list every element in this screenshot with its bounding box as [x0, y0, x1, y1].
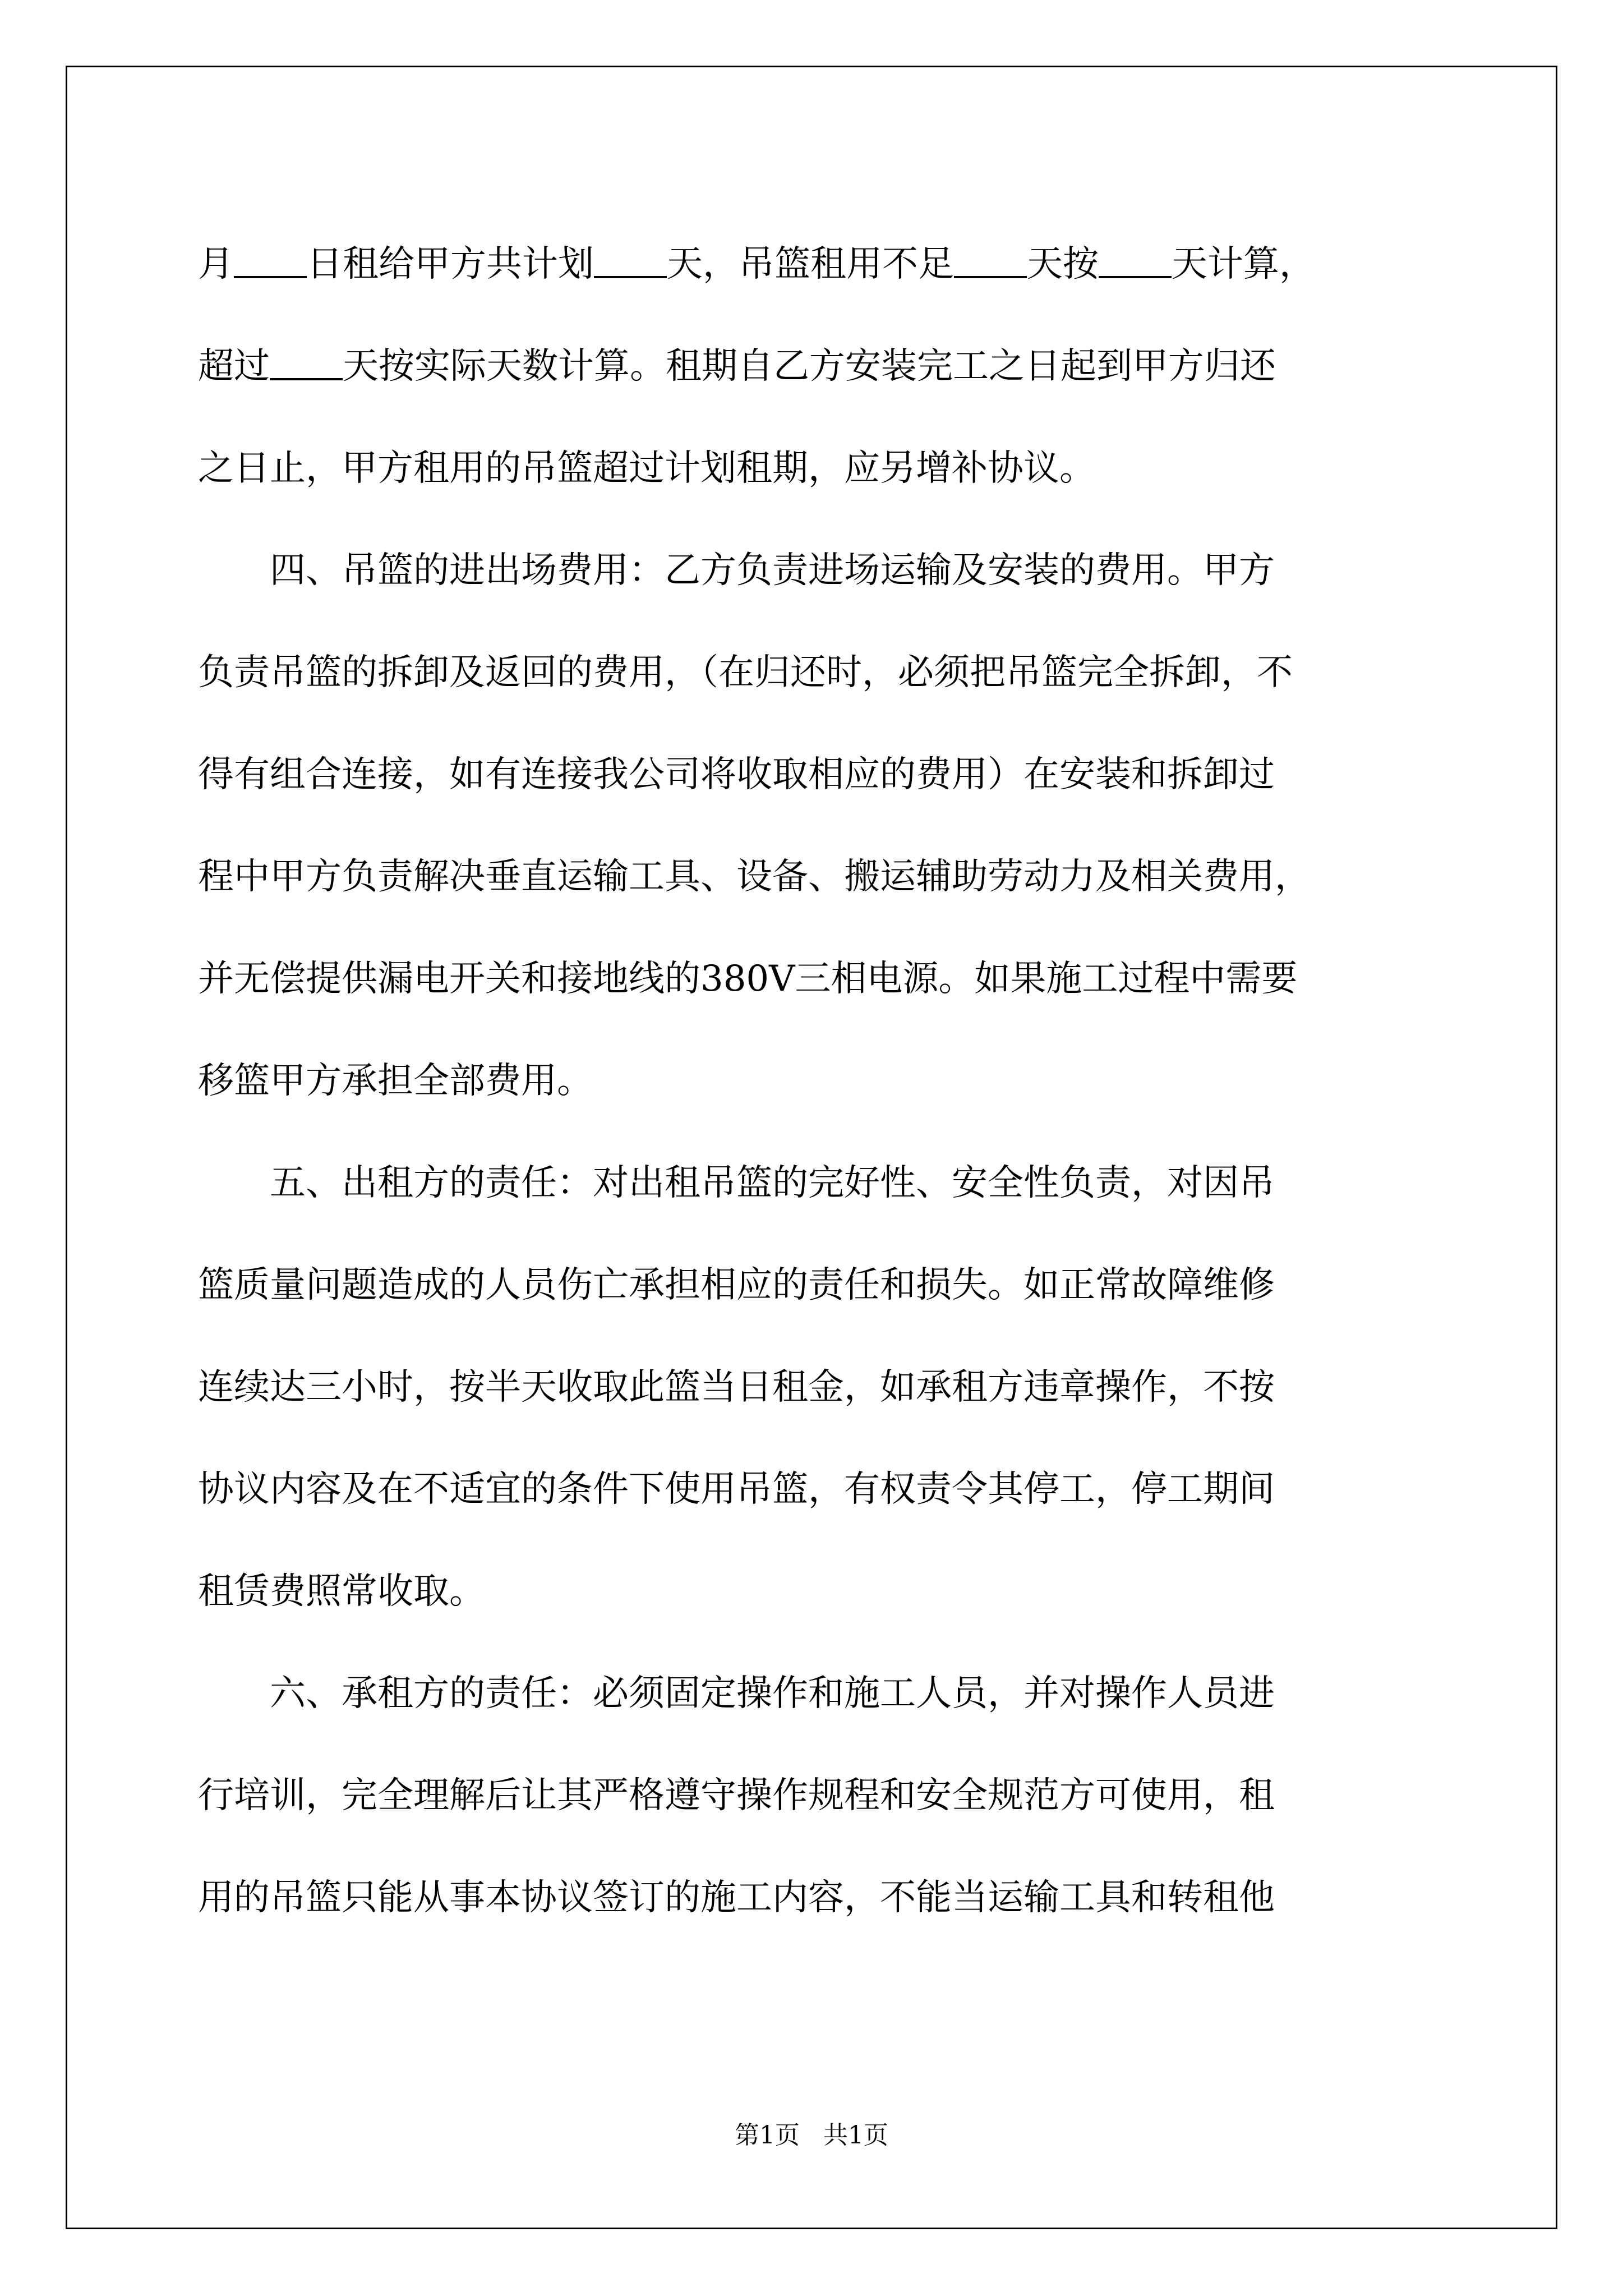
text-line: 并无偿提供漏电开关和接地线的380V三相电源。如果施工过程中需要: [198, 958, 1298, 1000]
text-line: 月 日租给甲方共计划 天，吊篮租用不足 天按 天计算，: [198, 213, 1432, 315]
paragraph-6-first-line: 六、承租方的责任：必须固定操作和施工人员，并对操作人员进: [270, 1673, 1275, 1714]
text-line: 程中甲方负责解决垂直运输工具、设备、搬运辅助劳动力及相关费用，: [198, 856, 1311, 898]
blank-field: [1099, 240, 1172, 278]
page-footer: [0, 2115, 1623, 2151]
text-line: 得有组合连接，如有连接我公司将收取相应的费用）在安装和拆卸过: [198, 754, 1275, 795]
blank-field: [270, 342, 343, 380]
text-line: 连续达三小时，按半天收取此篮当日租金，如承租方违章操作，不按: [198, 1366, 1275, 1408]
document-body: [198, 213, 1432, 1949]
text-line: 租赁费照常收取。: [198, 1571, 485, 1612]
blank-field: [954, 240, 1027, 278]
page-total: 共1页: [823, 2121, 888, 2150]
text-line: 用的吊篮只能从事本协议签订的施工内容，不能当运输工具和转租他: [198, 1877, 1275, 1918]
text-line: 篮质量问题造成的人员伤亡承担相应的责任和损失。如正常故障维修: [198, 1264, 1275, 1306]
blank-field: [594, 240, 667, 278]
page-number: 第1页: [735, 2121, 800, 2150]
text-line: 之日止，甲方租用的吊篮超过计划租期，应另增补协议。: [198, 448, 1095, 489]
text-line: 协议内容及在不适宜的条件下使用吊篮，有权责令其停工，停工期间: [198, 1469, 1275, 1510]
text-line: 移篮甲方承担全部费用。: [198, 1060, 593, 1102]
text-line: 负责吊篮的拆卸及返回的费用，（在归还时，必须把吊篮完全拆卸，不: [198, 652, 1293, 693]
text-line: 行培训，完全理解后让其严格遵守操作规程和安全规范方可使用，租: [198, 1775, 1275, 1816]
blank-field: [234, 240, 307, 278]
paragraph-4-first-line: 四、吊篮的进出场费用：乙方负责进场运输及安装的费用。甲方: [270, 550, 1275, 591]
text-line: 超过 天按实际天数计算。租期自乙方安装完工之日起到甲方归还: [198, 315, 1432, 417]
paragraph-5-first-line: 五、出租方的责任：对出租吊篮的完好性、安全性负责，对因吊: [270, 1162, 1275, 1204]
